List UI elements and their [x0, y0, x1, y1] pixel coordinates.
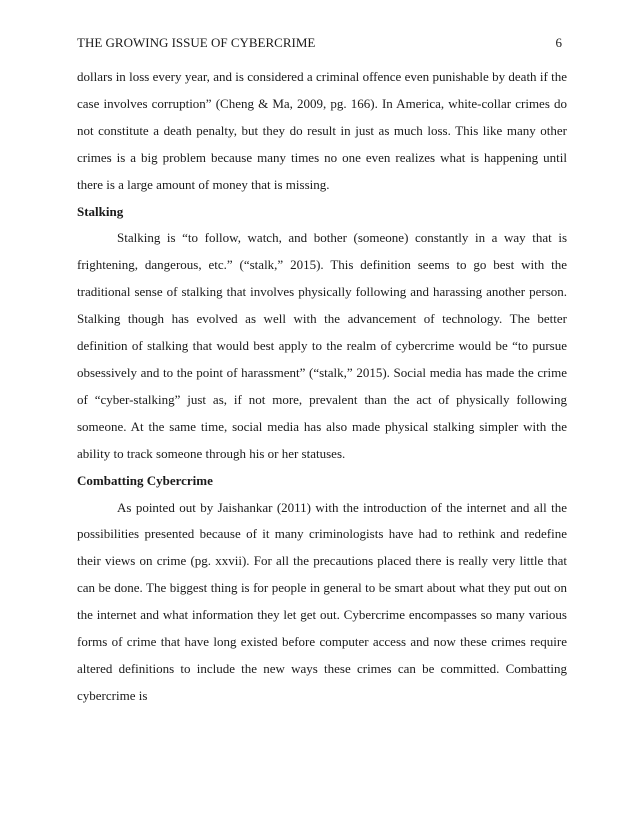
section-heading-combatting: Combatting Cybercrime	[77, 472, 213, 488]
body-text	[77, 64, 567, 710]
paragraph-combatting: As pointed out by Jaishankar (2011) with the introduction of the internet and all the possibilities presented because of it many criminologists have had to rethink and redefine their views on crime (pg. xxvii). For all the precautions placed there is really very little that can be done. The biggest thing is for people in general to be smart about what they put out on the internet and what information they let get out. Cybercrime encompasses so many various forms of crime that have long existed before computer access and now these crimes require altered definitions to include the new ways these crimes can be committed. Combatting cybercrime is	[77, 499, 567, 703]
page-number: 6	[555, 35, 562, 50]
paragraph-stalking: Stalking is “to follow, watch, and bother (someone) constantly in a way that is frightening, dangerous, etc.” (“stalk,” 2015). This definition seems to go best with the traditional sense of stalking that involves physically following and harassing another person. Stalking though has evolved as well with the advancement of technology. The better definition of stalking that would best apply to the realm of cybercrime would be “to pursue obsessively and to the point of harassment” (“stalk,” 2015). Social media has made the crime of “cyber-stalking” just as, if not more, prevalent than the act of physically following someone. At the same time, social media has also made physical stalking simpler with the ability to track someone through his or her statuses.	[77, 230, 567, 461]
running-head	[77, 34, 562, 52]
paragraph-continued: dollars in loss every year, and is considered a criminal offence even punishable by death if the case involves corruption” (Cheng & Ma, 2009, pg. 166). In America, white-collar crimes do not constitute a death penalty, but they do result in just as much loss. This like many other crimes is a big problem because many times no one even realizes what is happening until there is a large amount of money that is missing.	[77, 69, 567, 192]
running-head-title: THE GROWING ISSUE OF CYBERCRIME	[77, 35, 316, 50]
section-heading-stalking: Stalking	[77, 203, 124, 219]
